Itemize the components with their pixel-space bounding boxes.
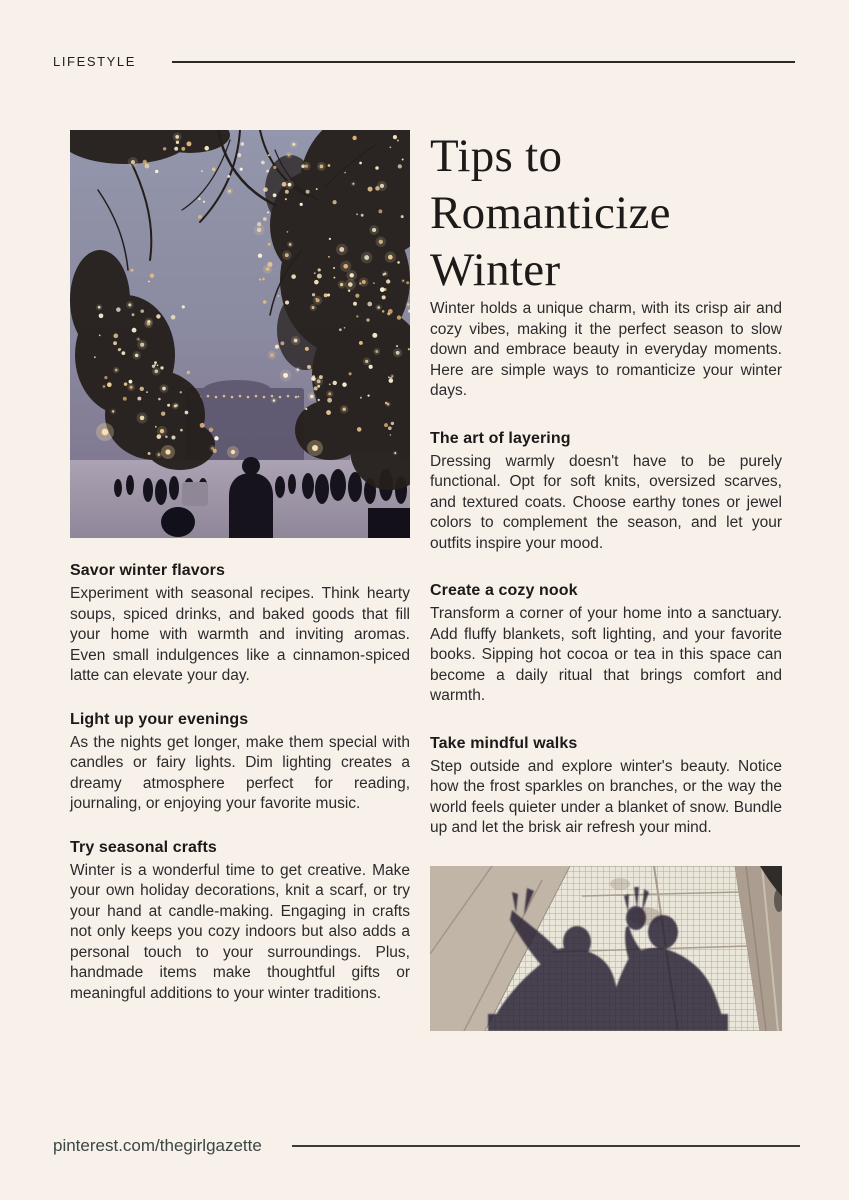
footer-rule — [292, 1145, 800, 1147]
section-take-mindful-walks — [430, 735, 782, 839]
section-light-up-your-evenings — [70, 711, 410, 815]
section-the-art-of-layering — [430, 430, 782, 555]
footer — [53, 1136, 800, 1156]
section-create-a-cozy-nook — [430, 582, 782, 707]
winter-street-photo — [70, 130, 410, 538]
section-body: Step outside and explore winter's beauty. Notice how the frost sparkles on branches, or the way the world feels quieter under a blanket of snow. Bundle up and let the brisk air refresh your mind. — [430, 757, 782, 836]
section-body: Transform a corner of your home into a sanctuary. Add fluffy blankets, soft lighting, and your favorite books. Sipping hot cocoa or tea in this space can become a daily ritual that brings comfort and warmth. — [430, 605, 782, 704]
section-savor-winter-flavors — [70, 562, 410, 687]
section-heading: Try seasonal crafts — [70, 838, 217, 856]
section-heading: The art of layering — [430, 429, 571, 447]
pavement-shadows-photo — [430, 866, 782, 1031]
header — [53, 54, 795, 69]
section-try-seasonal-crafts — [70, 839, 410, 1005]
winter-street-photo-art — [70, 130, 410, 538]
section-body: Dressing warmly doesn't have to be purely functional. Opt for soft knits, oversized scarves, and textured coats. Choose earthy tones or jewel colors to complement the season, and let your outfits inspire your mood. — [430, 452, 782, 552]
section-body: Experiment with seasonal recipes. Think hearty soups, spiced drinks, and baked goods that fill your home with warmth and inviting aromas. Even small indulgences like a cinnamon-spiced latte can elevate your day. — [70, 585, 410, 684]
right-column — [430, 128, 782, 1031]
page-title: Tips to Romanticize Winter — [430, 130, 671, 296]
left-column — [70, 130, 410, 1004]
pavement-shadows-photo-art — [430, 866, 782, 1031]
section-heading: Create a cozy nook — [430, 582, 578, 599]
header-rule — [172, 61, 795, 63]
section-heading: Take mindful walks — [430, 734, 578, 752]
section-heading: Savor winter flavors — [70, 562, 225, 579]
category-label: LIFESTYLE — [53, 54, 137, 69]
article-intro: Winter holds a unique charm, with its crisp air and cozy vibes, making it the perfect season to slow down and embrace beauty in everyday moments. Here are simple ways to romanticize your winter days. — [430, 300, 782, 399]
section-body: Winter is a wonderful time to get creative. Make your own holiday decorations, knit a scarf, or try your hand at candle-making. Engaging in crafts not only keeps you cozy indoors but also adds a personal touch to your surroundings. Plus, handmade items make thoughtful gifts or meaningful additions to your winter traditions. — [70, 861, 410, 1002]
footer-link[interactable]: pinterest.com/thegirlgazette — [53, 1136, 262, 1155]
section-body: As the nights get longer, make them special with candles or fairy lights. Dim lighting creates a dreamy atmosphere perfect for reading, journaling, or enjoying your favorite music. — [70, 733, 410, 812]
section-heading: Light up your evenings — [70, 710, 249, 728]
